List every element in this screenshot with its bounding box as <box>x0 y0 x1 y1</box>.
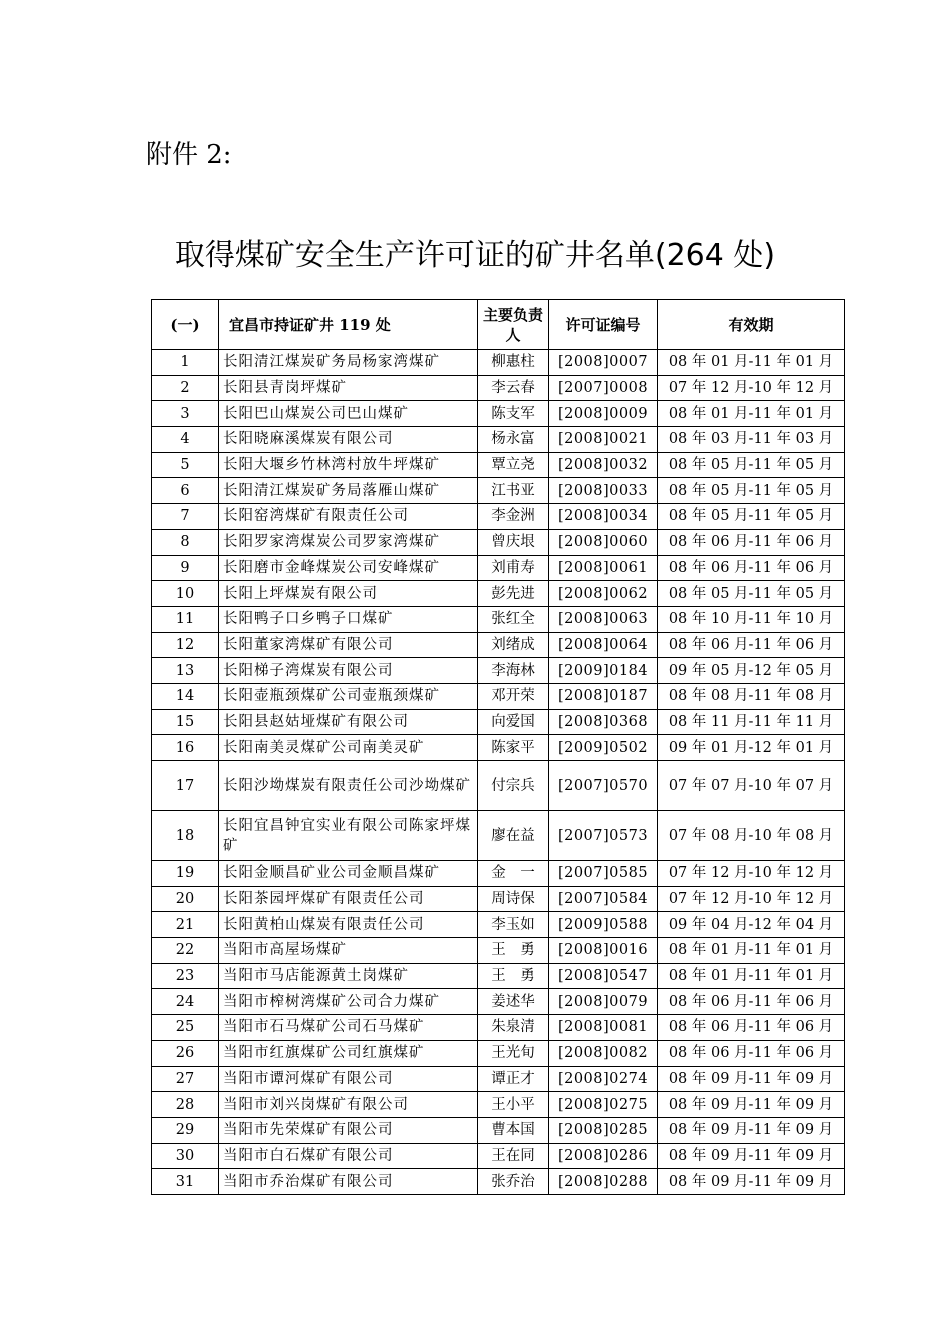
license-number: [2008]0368 <box>549 709 658 735</box>
row-number: 27 <box>152 1066 219 1092</box>
responsible-person: 陈支军 <box>478 401 549 427</box>
table-row <box>152 735 845 761</box>
validity-period: 08 年 05 月-11 年 05 月 <box>658 581 845 607</box>
row-number: 11 <box>152 606 219 632</box>
license-number: [2008]0009 <box>549 401 658 427</box>
license-number: [2008]0007 <box>549 350 658 376</box>
license-number: [2008]0021 <box>549 427 658 453</box>
row-number: 3 <box>152 401 219 427</box>
responsible-person: 陈家平 <box>478 735 549 761</box>
responsible-person: 覃立尧 <box>478 452 549 478</box>
row-number: 20 <box>152 886 219 912</box>
table-row <box>152 606 845 632</box>
license-number: [2007]0585 <box>549 861 658 887</box>
mine-name: 长阳宜昌钟宜实业有限公司陈家坪煤矿 <box>219 811 478 861</box>
mine-name: 长阳大堰乡竹林湾村放牛坪煤矿 <box>219 452 478 478</box>
responsible-person: 张红全 <box>478 606 549 632</box>
validity-period: 08 年 08 月-11 年 08 月 <box>658 683 845 709</box>
mine-name: 当阳市先荣煤矿有限公司 <box>219 1117 478 1143</box>
responsible-person: 彭先进 <box>478 581 549 607</box>
mine-name: 长阳沙坳煤炭有限责任公司沙坳煤矿 <box>219 761 478 811</box>
row-number: 19 <box>152 861 219 887</box>
mine-name: 长阳晓麻溪煤炭有限公司 <box>219 427 478 453</box>
row-number: 26 <box>152 1040 219 1066</box>
mine-list-table <box>151 299 845 1195</box>
mine-name: 长阳黄柏山煤炭有限责任公司 <box>219 912 478 938</box>
responsible-person: 王光旬 <box>478 1040 549 1066</box>
license-number: [2008]0079 <box>549 989 658 1015</box>
validity-period: 08 年 01 月-11 年 01 月 <box>658 401 845 427</box>
validity-period: 09 年 04 月-12 年 04 月 <box>658 912 845 938</box>
license-number: [2008]0061 <box>549 555 658 581</box>
validity-period: 08 年 06 月-11 年 06 月 <box>658 989 845 1015</box>
license-number: [2008]0187 <box>549 683 658 709</box>
row-number: 10 <box>152 581 219 607</box>
header-section: (一) <box>152 300 219 350</box>
validity-period: 08 年 05 月-11 年 05 月 <box>658 452 845 478</box>
table-row <box>152 1117 845 1143</box>
table-row <box>152 1092 845 1118</box>
validity-period: 08 年 09 月-11 年 09 月 <box>658 1092 845 1118</box>
table-row <box>152 761 845 811</box>
row-number: 31 <box>152 1169 219 1195</box>
mine-name: 当阳市刘兴岗煤矿有限公司 <box>219 1092 478 1118</box>
license-number: [2008]0064 <box>549 632 658 658</box>
mine-name: 长阳县赵姑垭煤矿有限公司 <box>219 709 478 735</box>
header-section-name: 宜昌市持证矿井 119 处 <box>219 300 478 350</box>
license-number: [2007]0008 <box>549 375 658 401</box>
license-number: [2009]0502 <box>549 735 658 761</box>
responsible-person: 李海林 <box>478 658 549 684</box>
license-number: [2009]0184 <box>549 658 658 684</box>
table-row <box>152 478 845 504</box>
responsible-person: 邓开荣 <box>478 683 549 709</box>
row-number: 22 <box>152 938 219 964</box>
validity-period: 09 年 01 月-12 年 01 月 <box>658 735 845 761</box>
table-body <box>152 350 845 1195</box>
license-number: [2008]0063 <box>549 606 658 632</box>
validity-period: 08 年 06 月-11 年 06 月 <box>658 1015 845 1041</box>
mine-name: 长阳清江煤炭矿务局落雁山煤矿 <box>219 478 478 504</box>
mine-name: 长阳金顺昌矿业公司金顺昌煤矿 <box>219 861 478 887</box>
mine-name: 当阳市白石煤矿有限公司 <box>219 1143 478 1169</box>
license-number: [2008]0082 <box>549 1040 658 1066</box>
mine-name: 当阳市乔治煤矿有限公司 <box>219 1169 478 1195</box>
responsible-person: 王 勇 <box>478 963 549 989</box>
table-row <box>152 427 845 453</box>
mine-name: 长阳壶瓶颈煤矿公司壶瓶颈煤矿 <box>219 683 478 709</box>
table-row <box>152 912 845 938</box>
mine-name: 长阳南美灵煤矿公司南美灵矿 <box>219 735 478 761</box>
license-number: [2008]0275 <box>549 1092 658 1118</box>
license-number: [2007]0584 <box>549 886 658 912</box>
license-number: [2008]0060 <box>549 529 658 555</box>
mine-name: 当阳市谭河煤矿有限公司 <box>219 1066 478 1092</box>
table-row <box>152 963 845 989</box>
responsible-person: 向爱国 <box>478 709 549 735</box>
header-period: 有效期 <box>658 300 845 350</box>
mine-name: 长阳巴山煤炭公司巴山煤矿 <box>219 401 478 427</box>
license-number: [2008]0081 <box>549 1015 658 1041</box>
row-number: 14 <box>152 683 219 709</box>
responsible-person: 朱泉清 <box>478 1015 549 1041</box>
validity-period: 07 年 12 月-10 年 12 月 <box>658 375 845 401</box>
table-row <box>152 861 845 887</box>
responsible-person: 姜述华 <box>478 989 549 1015</box>
table-row <box>152 350 845 376</box>
document-title: 取得煤矿安全生产许可证的矿井名单(264 处) <box>174 238 776 273</box>
header-license: 许可证编号 <box>549 300 658 350</box>
responsible-person: 廖在益 <box>478 811 549 861</box>
responsible-person: 谭正才 <box>478 1066 549 1092</box>
responsible-person: 李金洲 <box>478 504 549 530</box>
responsible-person: 杨永富 <box>478 427 549 453</box>
table-row <box>152 1040 845 1066</box>
row-number: 21 <box>152 912 219 938</box>
validity-period: 08 年 06 月-11 年 06 月 <box>658 555 845 581</box>
row-number: 1 <box>152 350 219 376</box>
validity-period: 08 年 01 月-11 年 01 月 <box>658 350 845 376</box>
validity-period: 09 年 05 月-12 年 05 月 <box>658 658 845 684</box>
mine-name: 长阳董家湾煤矿有限公司 <box>219 632 478 658</box>
row-number: 28 <box>152 1092 219 1118</box>
responsible-person: 江书亚 <box>478 478 549 504</box>
row-number: 23 <box>152 963 219 989</box>
row-number: 8 <box>152 529 219 555</box>
license-number: [2008]0033 <box>549 478 658 504</box>
responsible-person: 周诗保 <box>478 886 549 912</box>
table-row <box>152 529 845 555</box>
validity-period: 07 年 12 月-10 年 12 月 <box>658 861 845 887</box>
table-row <box>152 658 845 684</box>
validity-period: 08 年 09 月-11 年 09 月 <box>658 1169 845 1195</box>
responsible-person: 张乔治 <box>478 1169 549 1195</box>
validity-period: 08 年 01 月-11 年 01 月 <box>658 938 845 964</box>
responsible-person: 柳惠柱 <box>478 350 549 376</box>
mine-name: 长阳磨市金峰煤炭公司安峰煤矿 <box>219 555 478 581</box>
mine-name: 长阳鸭子口乡鸭子口煤矿 <box>219 606 478 632</box>
attachment-label: 附件 2: <box>146 140 232 170</box>
validity-period: 08 年 06 月-11 年 06 月 <box>658 1040 845 1066</box>
responsible-person: 李玉如 <box>478 912 549 938</box>
license-number: [2008]0547 <box>549 963 658 989</box>
table-row <box>152 1169 845 1195</box>
table-row <box>152 504 845 530</box>
row-number: 12 <box>152 632 219 658</box>
validity-period: 08 年 09 月-11 年 09 月 <box>658 1066 845 1092</box>
responsible-person: 金 一 <box>478 861 549 887</box>
validity-period: 08 年 06 月-11 年 06 月 <box>658 632 845 658</box>
table-row <box>152 1066 845 1092</box>
row-number: 25 <box>152 1015 219 1041</box>
row-number: 30 <box>152 1143 219 1169</box>
license-number: [2009]0588 <box>549 912 658 938</box>
table-row <box>152 989 845 1015</box>
validity-period: 08 年 09 月-11 年 09 月 <box>658 1117 845 1143</box>
table-row <box>152 1143 845 1169</box>
header-person: 主要负责人 <box>478 300 549 350</box>
responsible-person: 曾庆垠 <box>478 529 549 555</box>
validity-period: 08 年 11 月-11 年 11 月 <box>658 709 845 735</box>
table-row <box>152 581 845 607</box>
responsible-person: 王在同 <box>478 1143 549 1169</box>
table-row <box>152 452 845 478</box>
row-number: 29 <box>152 1117 219 1143</box>
row-number: 16 <box>152 735 219 761</box>
responsible-person: 刘绪成 <box>478 632 549 658</box>
license-number: [2008]0062 <box>549 581 658 607</box>
table-row <box>152 811 845 861</box>
responsible-person: 王小平 <box>478 1092 549 1118</box>
mine-name: 长阳清江煤炭矿务局杨家湾煤矿 <box>219 350 478 376</box>
validity-period: 07 年 08 月-10 年 08 月 <box>658 811 845 861</box>
license-number: [2008]0032 <box>549 452 658 478</box>
license-number: [2007]0570 <box>549 761 658 811</box>
mine-name: 当阳市红旗煤矿公司红旗煤矿 <box>219 1040 478 1066</box>
license-number: [2008]0274 <box>549 1066 658 1092</box>
mine-name: 长阳窑湾煤矿有限责任公司 <box>219 504 478 530</box>
mine-name: 当阳市高屋场煤矿 <box>219 938 478 964</box>
mine-name: 长阳梯子湾煤炭有限公司 <box>219 658 478 684</box>
mine-name: 长阳茶园坪煤矿有限责任公司 <box>219 886 478 912</box>
row-number: 4 <box>152 427 219 453</box>
license-number: [2007]0573 <box>549 811 658 861</box>
table-row <box>152 401 845 427</box>
validity-period: 08 年 03 月-11 年 03 月 <box>658 427 845 453</box>
validity-period: 08 年 06 月-11 年 06 月 <box>658 529 845 555</box>
validity-period: 08 年 05 月-11 年 05 月 <box>658 504 845 530</box>
table-row <box>152 683 845 709</box>
license-number: [2008]0285 <box>549 1117 658 1143</box>
row-number: 2 <box>152 375 219 401</box>
table-row <box>152 938 845 964</box>
license-number: [2008]0016 <box>549 938 658 964</box>
row-number: 17 <box>152 761 219 811</box>
license-number: [2008]0034 <box>549 504 658 530</box>
validity-period: 08 年 05 月-11 年 05 月 <box>658 478 845 504</box>
row-number: 9 <box>152 555 219 581</box>
table-row <box>152 555 845 581</box>
mine-name: 当阳市石马煤矿公司石马煤矿 <box>219 1015 478 1041</box>
mine-name: 长阳县青岗坪煤矿 <box>219 375 478 401</box>
table-row <box>152 632 845 658</box>
responsible-person: 付宗兵 <box>478 761 549 811</box>
validity-period: 08 年 09 月-11 年 09 月 <box>658 1143 845 1169</box>
table-row <box>152 375 845 401</box>
mine-name: 长阳上坪煤炭有限公司 <box>219 581 478 607</box>
validity-period: 08 年 01 月-11 年 01 月 <box>658 963 845 989</box>
validity-period: 08 年 10 月-11 年 10 月 <box>658 606 845 632</box>
responsible-person: 刘甫寿 <box>478 555 549 581</box>
row-number: 6 <box>152 478 219 504</box>
mine-name: 长阳罗家湾煤炭公司罗家湾煤矿 <box>219 529 478 555</box>
mine-name: 当阳市马店能源黄土岗煤矿 <box>219 963 478 989</box>
row-number: 7 <box>152 504 219 530</box>
row-number: 15 <box>152 709 219 735</box>
table-row <box>152 1015 845 1041</box>
responsible-person: 李云春 <box>478 375 549 401</box>
responsible-person: 王 勇 <box>478 938 549 964</box>
row-number: 13 <box>152 658 219 684</box>
mine-name: 当阳市榨树湾煤矿公司合力煤矿 <box>219 989 478 1015</box>
row-number: 24 <box>152 989 219 1015</box>
license-number: [2008]0288 <box>549 1169 658 1195</box>
row-number: 5 <box>152 452 219 478</box>
validity-period: 07 年 12 月-10 年 12 月 <box>658 886 845 912</box>
table-header-row <box>152 300 845 350</box>
validity-period: 07 年 07 月-10 年 07 月 <box>658 761 845 811</box>
table-row <box>152 709 845 735</box>
responsible-person: 曹本国 <box>478 1117 549 1143</box>
row-number: 18 <box>152 811 219 861</box>
license-number: [2008]0286 <box>549 1143 658 1169</box>
table-row <box>152 886 845 912</box>
